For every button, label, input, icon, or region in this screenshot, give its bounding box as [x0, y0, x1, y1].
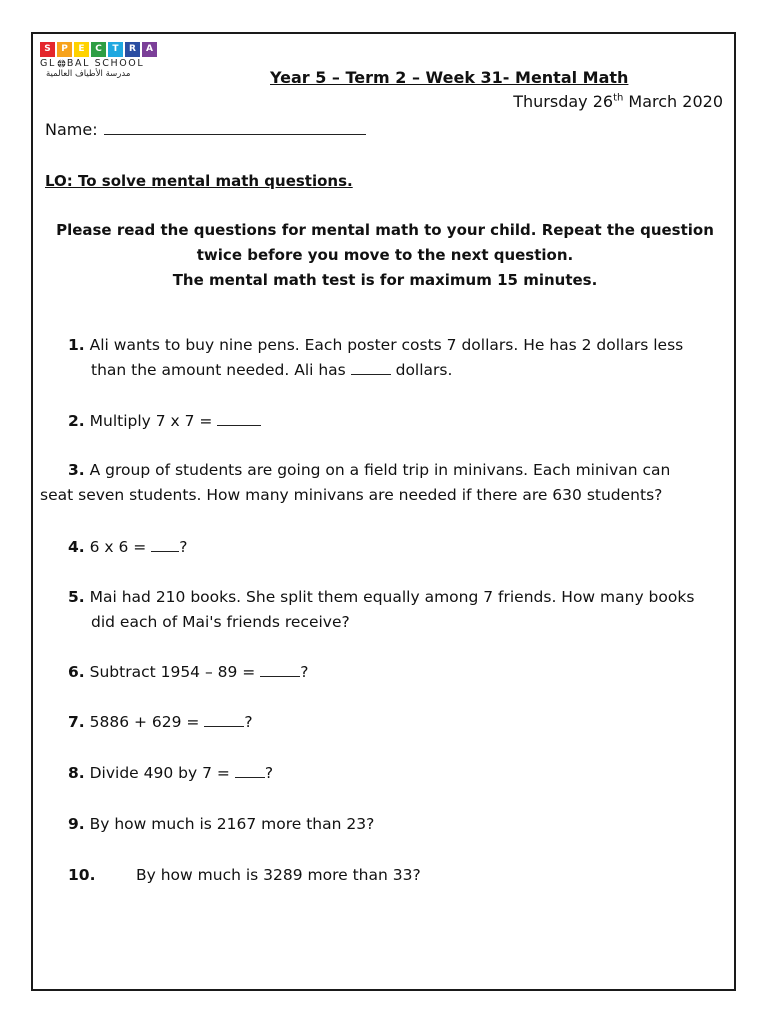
question-tail: ? — [300, 663, 309, 681]
worksheet-date — [513, 92, 723, 111]
question-10 — [68, 863, 421, 888]
logo-tile-a: A — [142, 42, 157, 57]
question-tail: ? — [244, 713, 253, 731]
learning-objective: LO: To solve mental math questions. — [45, 172, 353, 190]
question-5 — [68, 585, 694, 635]
answer-blank[interactable] — [351, 362, 391, 375]
instructions-line-2: twice before you move to the next question. — [196, 246, 574, 264]
question-number: 5. — [68, 588, 85, 606]
question-number: 6. — [68, 663, 85, 681]
question-text: seat seven students. How many minivans are needed if there are 630 students? — [40, 486, 663, 504]
logo-tile-p: P — [57, 42, 72, 57]
logo-tile-s: S — [40, 42, 55, 57]
question-number: 3. — [68, 461, 85, 479]
question-text: By how much is 2167 more than 23? — [89, 815, 375, 833]
name-blank[interactable] — [104, 120, 366, 135]
question-2 — [68, 409, 261, 434]
question-3 — [40, 458, 671, 508]
answer-blank[interactable] — [235, 765, 265, 778]
question-text: Mai had 210 books. She split them equally among 7 friends. How many books — [89, 588, 695, 606]
logo-school-name — [40, 58, 175, 69]
logo-tile-e: E — [74, 42, 89, 57]
date-rest: March 2020 — [623, 92, 723, 111]
question-text: 6 x 6 = — [89, 538, 152, 556]
date-suffix: th — [613, 92, 624, 104]
question-4 — [68, 535, 187, 560]
logo-tiles — [40, 42, 175, 57]
question-9 — [68, 812, 374, 837]
instructions-line-1: Please read the questions for mental math to your child. Repeat the question — [56, 221, 714, 239]
question-text: Divide 490 by 7 = — [89, 764, 235, 782]
name-line — [45, 120, 366, 139]
instructions — [45, 218, 725, 293]
question-6 — [68, 660, 308, 685]
answer-blank[interactable] — [151, 539, 179, 552]
question-number: 2. — [68, 412, 85, 430]
question-tail: ? — [179, 538, 188, 556]
question-number: 1. — [68, 336, 85, 354]
logo-school-left: GL — [40, 58, 56, 69]
question-8 — [68, 761, 273, 786]
date-day: Thursday 26 — [513, 92, 614, 111]
question-text: A group of students are going on a field trip in minivans. Each minivan can — [89, 461, 671, 479]
logo-school-right: BAL SCHOOL — [66, 58, 145, 69]
question-number: 9. — [68, 815, 85, 833]
question-text: dollars. — [390, 361, 453, 379]
question-text: By how much is 3289 more than 33? — [136, 866, 421, 884]
question-text: did each of Mai's friends receive? — [91, 613, 350, 631]
logo-arabic-name: مدرسة الأطياف العالمية — [46, 69, 131, 79]
question-text: Ali wants to buy nine pens. Each poster costs 7 dollars. He has 2 dollars less — [89, 336, 684, 354]
globe-icon — [57, 59, 66, 68]
question-number: 8. — [68, 764, 85, 782]
question-text: than the amount needed. Ali has — [91, 361, 351, 379]
instructions-line-3: The mental math test is for maximum 15 minutes. — [172, 271, 598, 289]
question-number: 7. — [68, 713, 85, 731]
answer-blank[interactable] — [204, 714, 244, 727]
question-number: 10. — [68, 866, 96, 884]
question-tail: ? — [264, 764, 274, 782]
question-7 — [68, 710, 253, 735]
question-text: 5886 + 629 = — [89, 713, 205, 731]
question-1 — [68, 333, 683, 383]
school-logo — [40, 42, 175, 79]
answer-blank[interactable] — [217, 413, 261, 426]
question-text: Multiply 7 x 7 = — [89, 412, 218, 430]
logo-tile-t: T — [108, 42, 123, 57]
name-label: Name: — [45, 120, 98, 139]
answer-blank[interactable] — [260, 664, 300, 677]
logo-tile-r: R — [125, 42, 140, 57]
question-text: Subtract 1954 – 89 = — [89, 663, 261, 681]
question-number: 4. — [68, 538, 85, 556]
logo-tile-c: C — [91, 42, 106, 57]
worksheet-title: Year 5 – Term 2 – Week 31- Mental Math — [270, 68, 629, 87]
